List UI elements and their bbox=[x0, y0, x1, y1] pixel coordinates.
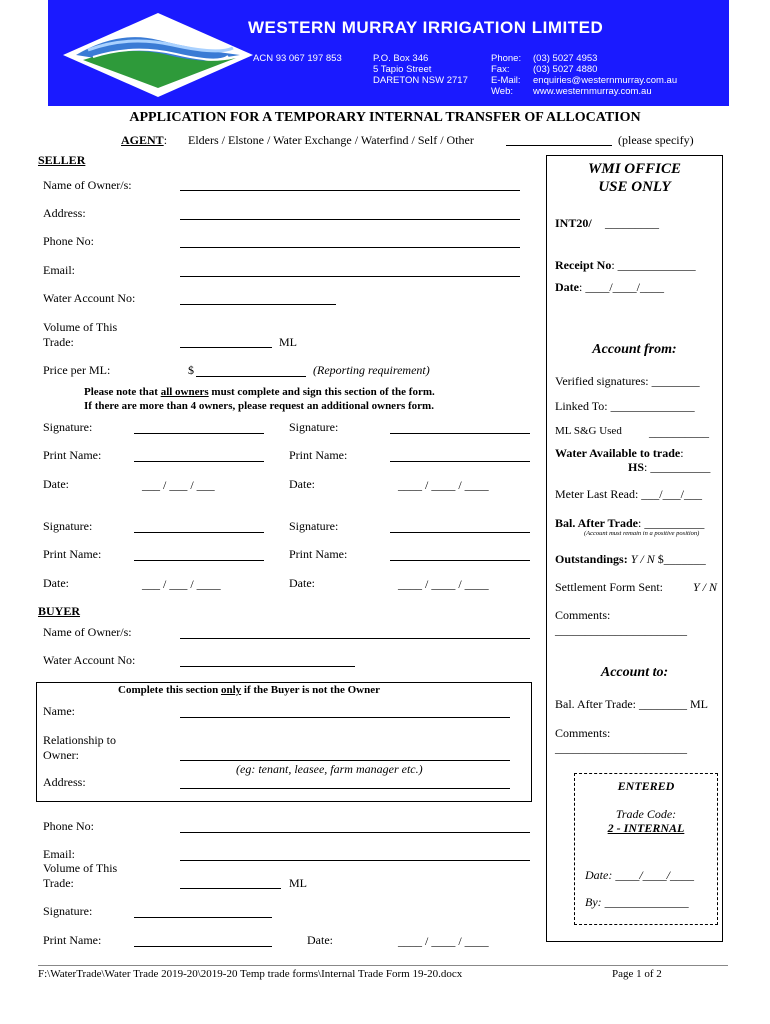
office-date-label: Date: ____/____/____ bbox=[555, 280, 665, 294]
seller-volume-label: Volume of This Trade: bbox=[43, 320, 118, 349]
buyer-volume-unit: ML bbox=[289, 876, 307, 890]
seller-email-field[interactable] bbox=[180, 276, 520, 277]
seller-price-symbol: $ bbox=[188, 363, 194, 377]
settlement-form-label: Settlement Form Sent: bbox=[555, 580, 663, 594]
seller-signature-label-1: Signature: bbox=[43, 420, 93, 434]
seller-email-label: Email: bbox=[43, 263, 75, 277]
seller-date-label-1: Date: bbox=[43, 477, 69, 491]
non-owner-name-field[interactable] bbox=[180, 717, 510, 718]
buyer-signature-field[interactable] bbox=[134, 917, 272, 918]
seller-signature-field-4[interactable] bbox=[390, 532, 530, 533]
seller-print-field-1[interactable] bbox=[134, 461, 264, 462]
meter-last-read[interactable]: Meter Last Read: ___/___/___ bbox=[555, 487, 702, 501]
account-to-heading: Account to: bbox=[600, 665, 669, 680]
owners-note-2: If there are more than 4 owners, please request an additional owners form. bbox=[84, 400, 434, 412]
comments-to-field[interactable]: ______________________ bbox=[555, 741, 687, 755]
linked-to[interactable]: Linked To: ______________ bbox=[555, 399, 695, 413]
buyer-volume-label: Volume of This Trade: bbox=[43, 861, 118, 890]
buyer-signature-label: Signature: bbox=[43, 904, 93, 918]
comments-from-label: Comments: bbox=[555, 608, 611, 622]
int-label: INT20/ bbox=[555, 216, 592, 230]
relationship-example: (eg: tenant, leasee, farm manager etc.) bbox=[236, 762, 423, 776]
agent-specify: (please specify) bbox=[618, 133, 694, 147]
verified-signatures[interactable]: Verified signatures: ________ bbox=[555, 374, 700, 388]
postal-address: P.O. Box 346 5 Tapio Street DARETON NSW 2717 bbox=[373, 53, 468, 86]
seller-signature-label-2: Signature: bbox=[289, 420, 339, 434]
web-link[interactable]: www.westernmurray.com.au bbox=[533, 86, 652, 97]
hs-field[interactable]: HS: __________ bbox=[628, 460, 711, 474]
footer-divider bbox=[38, 965, 728, 966]
bal-after-trade-to[interactable]: Bal. After Trade: ________ ML bbox=[555, 697, 708, 711]
entered-heading: ENTERED bbox=[617, 779, 675, 793]
non-owner-name-label: Name: bbox=[43, 704, 75, 718]
receipt-label: Receipt No: _____________ bbox=[555, 258, 696, 272]
owners-note: Please note that all owners must complete and sign this section of the form. bbox=[84, 386, 435, 398]
buyer-name-label: Name of Owner/s: bbox=[43, 625, 132, 639]
seller-print-label-1: Print Name: bbox=[43, 448, 102, 462]
buyer-date-label: Date: bbox=[307, 933, 333, 947]
agent-other-field[interactable] bbox=[506, 145, 612, 146]
seller-signature-field-3[interactable] bbox=[134, 532, 264, 533]
outstandings[interactable]: Outstandings: Y / N $_______ bbox=[555, 552, 706, 566]
buyer-account-label: Water Account No: bbox=[43, 653, 136, 667]
seller-signature-label-3: Signature: bbox=[43, 519, 93, 533]
int-field[interactable]: _________ bbox=[605, 216, 659, 230]
non-owner-address-field[interactable] bbox=[180, 788, 510, 789]
company-name: WESTERN MURRAY IRRIGATION LIMITED bbox=[248, 18, 604, 37]
seller-print-field-3[interactable] bbox=[134, 560, 264, 561]
ml-sg-field[interactable]: __________ bbox=[649, 425, 709, 439]
seller-name-field[interactable] bbox=[180, 190, 520, 191]
seller-print-field-4[interactable] bbox=[390, 560, 530, 561]
agent-options: Elders / Elstone / Water Exchange / Waterfind / Self / Other bbox=[188, 133, 474, 147]
seller-name-label: Name of Owner/s: bbox=[43, 178, 132, 192]
comments-to-label: Comments: bbox=[555, 726, 611, 740]
agent-label: AGENT: bbox=[121, 133, 168, 147]
seller-phone-field[interactable] bbox=[180, 247, 520, 248]
seller-date-label-4: Date: bbox=[289, 576, 315, 590]
contact-values: (03) 5027 4953 (03) 5027 4880 enquiries@westernmurray.com.au www.westernmurray.com.au bbox=[533, 53, 678, 97]
seller-price-label: Price per ML: bbox=[43, 363, 111, 377]
seller-address-label: Address: bbox=[43, 206, 86, 220]
entered-by[interactable]: By: ______________ bbox=[585, 895, 689, 909]
trade-code-label: Trade Code: bbox=[615, 807, 677, 821]
buyer-print-field[interactable] bbox=[134, 946, 272, 947]
buyer-phone-label: Phone No: bbox=[43, 819, 94, 833]
contact-labels: Phone: Fax: E-Mail: Web: bbox=[491, 53, 522, 97]
form-title: APPLICATION FOR A TEMPORARY INTERNAL TRANSFER OF ALLOCATION bbox=[129, 110, 641, 125]
comments-from-field[interactable]: ______________________ bbox=[555, 623, 687, 637]
buyer-print-label: Print Name: bbox=[43, 933, 102, 947]
seller-print-field-2[interactable] bbox=[390, 461, 530, 462]
acn: ACN 93 067 197 853 bbox=[253, 53, 342, 64]
header-banner bbox=[48, 0, 729, 106]
seller-date-field-4[interactable]: ____ / ____ / ____ bbox=[398, 577, 489, 591]
seller-phone-label: Phone No: bbox=[43, 234, 94, 248]
seller-print-label-4: Print Name: bbox=[289, 547, 348, 561]
bal-after-trade-from[interactable]: Bal. After Trade: __________ bbox=[555, 516, 705, 530]
seller-signature-field-2[interactable] bbox=[390, 433, 530, 434]
seller-volume-unit: ML bbox=[279, 335, 297, 349]
seller-date-field-1[interactable]: ___ / ___ / ___ bbox=[142, 478, 215, 492]
buyer-email-label: Email: bbox=[43, 847, 75, 861]
page-number: Page 1 of 2 bbox=[612, 968, 662, 980]
seller-print-label-3: Print Name: bbox=[43, 547, 102, 561]
seller-price-field[interactable] bbox=[196, 376, 306, 377]
buyer-date-field[interactable]: ____ / ____ / ____ bbox=[398, 934, 489, 948]
company-logo bbox=[58, 10, 258, 100]
buyer-account-field[interactable] bbox=[180, 666, 355, 667]
seller-date-label-2: Date: bbox=[289, 477, 315, 491]
account-from-heading: Account from: bbox=[592, 342, 677, 357]
water-available: Water Available to trade: bbox=[555, 446, 684, 460]
seller-price-note: (Reporting requirement) bbox=[313, 363, 430, 377]
buyer-phone-field[interactable] bbox=[180, 832, 530, 833]
relationship-label: Relationship to Owner: bbox=[43, 733, 116, 762]
buyer-name-field[interactable] bbox=[180, 638, 530, 639]
buyer-email-field[interactable] bbox=[180, 860, 530, 861]
trade-code-value: 2 - INTERNAL bbox=[607, 821, 685, 835]
footer-path: F:\WaterTrade\Water Trade 2019-20\2019-20 Temp trade forms\Internal Trade Form 19-20.docx bbox=[38, 968, 463, 980]
entered-date[interactable]: Date: ____/____/____ bbox=[585, 868, 694, 882]
seller-address-field[interactable] bbox=[180, 219, 520, 220]
email-link[interactable]: enquiries@westernmurray.com.au bbox=[533, 75, 678, 86]
buyer-heading: BUYER bbox=[38, 604, 81, 618]
office-heading: WMI OFFICE USE ONLY bbox=[588, 161, 681, 195]
seller-signature-field-1[interactable] bbox=[134, 433, 264, 434]
seller-print-label-2: Print Name: bbox=[289, 448, 348, 462]
seller-date-field-3[interactable]: ___ / ___ / ____ bbox=[142, 577, 221, 591]
relationship-field[interactable] bbox=[180, 760, 510, 761]
seller-date-label-3: Date: bbox=[43, 576, 69, 590]
ml-sg-label: ML S&G Used bbox=[555, 425, 622, 437]
positive-note: (Account must remain in a positive position) bbox=[584, 530, 700, 537]
non-owner-note: Complete this section only if the Buyer is not the Owner bbox=[118, 684, 380, 696]
seller-date-field-2[interactable]: ____ / ____ / ____ bbox=[398, 478, 489, 492]
seller-heading: SELLER bbox=[38, 153, 86, 167]
seller-account-label: Water Account No: bbox=[43, 291, 136, 305]
seller-signature-label-4: Signature: bbox=[289, 519, 339, 533]
seller-account-field[interactable] bbox=[180, 304, 336, 305]
seller-volume-field[interactable] bbox=[180, 347, 272, 348]
settlement-yn[interactable]: Y / N bbox=[693, 580, 718, 594]
non-owner-address-label: Address: bbox=[43, 775, 86, 789]
buyer-volume-field[interactable] bbox=[180, 888, 281, 889]
